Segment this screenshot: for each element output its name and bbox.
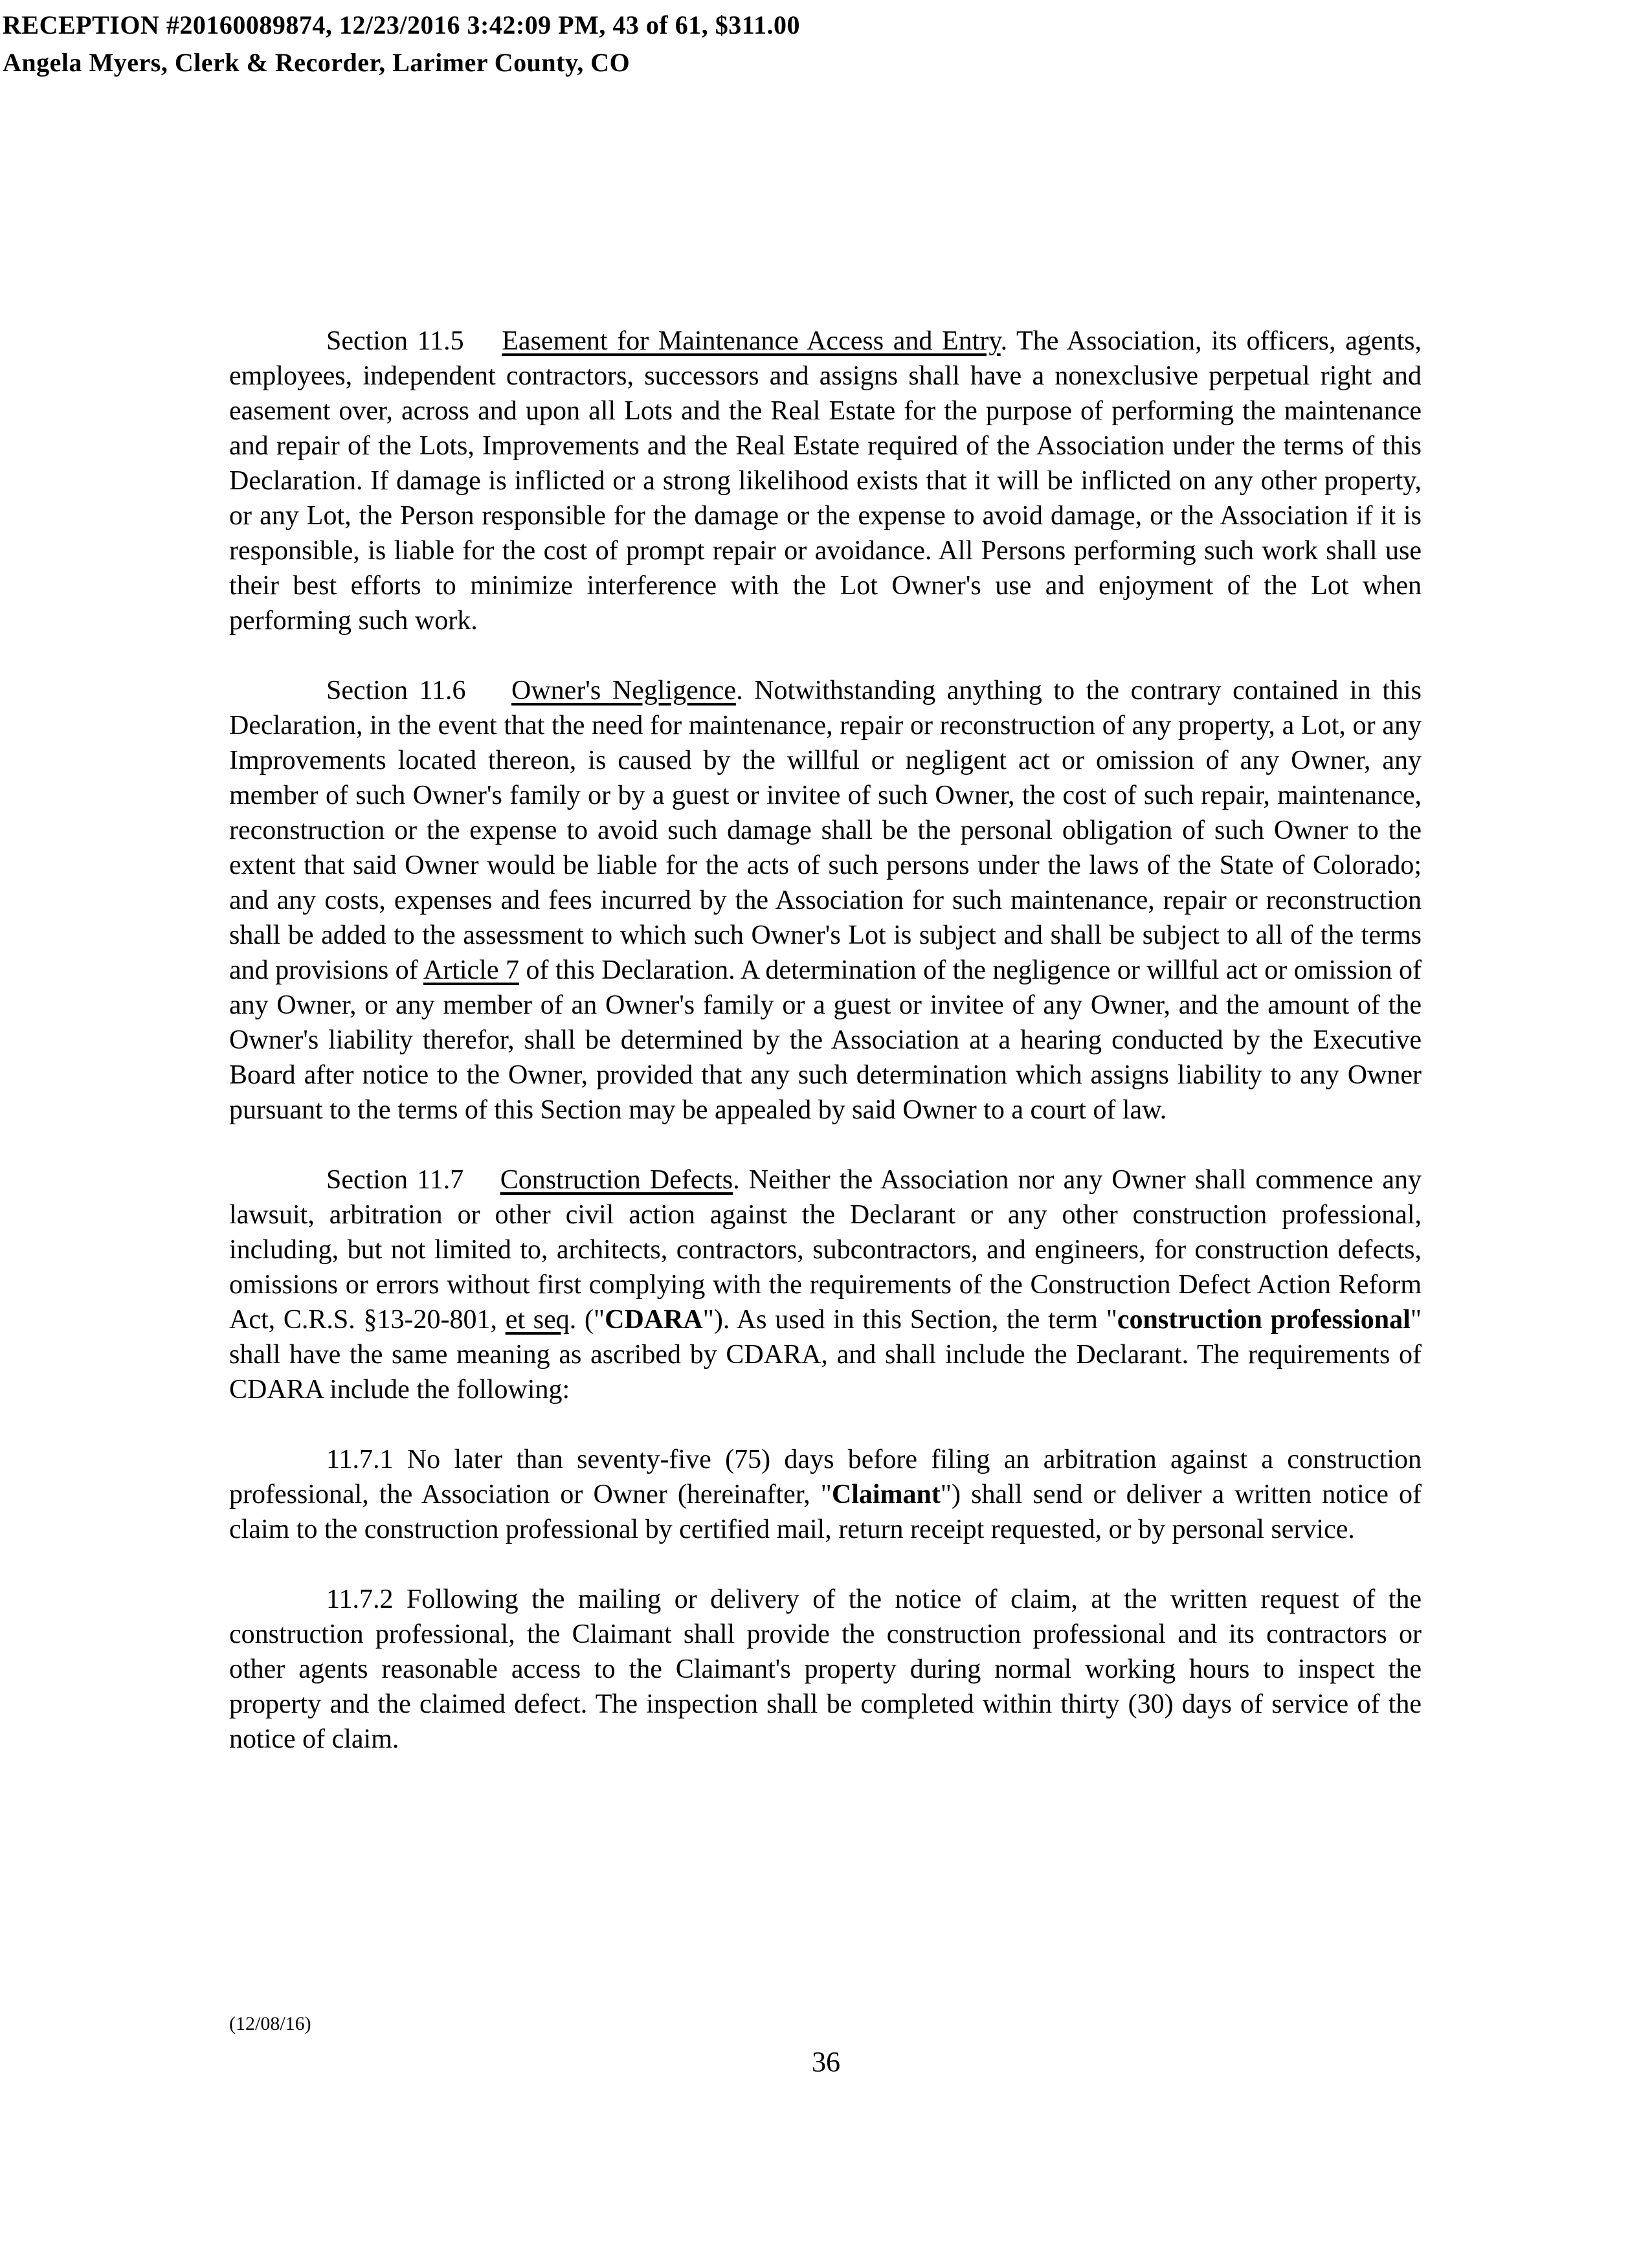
section-body: . Neither the Association nor any Owner shall commence any lawsuit, arbitration or other civil action against the Declarant or any other construction professional, including, but not limited to, architects, contractors, subcontractors, and engineers, for construction defects, omissions or errors without first complying with the requirements of the Construction Defect Action Reform Act, C.R.S. §13-20-801, bbox=[229, 1165, 1422, 1335]
section-number: Section 11.6 bbox=[326, 676, 466, 706]
section-body: . Notwithstanding anything to the contrary contained in this Declaration, in the event that the need for maintenance, repair or reconstruction of any property, a Lot, or any Improvements located thereon, is caused by the willful or negligent act or omission of any Owner, any member of such Owner's family or by a guest or invitee of such Owner, the cost of such repair, maintenance, reconstruction or the expense to avoid such damage shall be the personal obligation of such Owner to the extent that said Owner would be liable for the acts of such persons under the laws of the State of Colorado; and any costs, expenses and fees incurred by the Association for such maintenance, repair or reconstruction shall be added to the assessment to which such Owner's Lot is subject and shall be subject to all of the terms and provisions of bbox=[229, 676, 1422, 985]
section-title: Easement for Maintenance Access and Entry bbox=[502, 326, 1001, 356]
section-11-5 bbox=[229, 324, 1422, 638]
section-title: Owner's Negligence bbox=[511, 676, 737, 706]
claimant-term: Claimant bbox=[831, 1480, 941, 1509]
section-body-cont: . (" bbox=[569, 1305, 605, 1335]
section-number: Section 11.5 bbox=[326, 326, 464, 356]
section-number: Section 11.7 bbox=[326, 1165, 464, 1195]
clerk-line: Angela Myers, Clerk & Recorder, Larimer County, CO bbox=[3, 48, 631, 77]
reception-line: RECEPTION #20160089874, 12/23/2016 3:42:09 PM, 43 of 61, $311.00 bbox=[3, 10, 800, 39]
subsection-text-cont: ") shall send or deliver a written notice of claim to the construction professional by certified mail, return receipt requested, or by personal service. bbox=[229, 1480, 1422, 1544]
section-body-cont: " shall have the same meaning as ascribed by CDARA, and shall include the Declarant. The requirements of CDARA include the following: bbox=[229, 1305, 1422, 1405]
page-number: 36 bbox=[812, 2046, 840, 2078]
article-7-reference: Article 7 bbox=[423, 955, 519, 985]
et-seq: et seq bbox=[505, 1305, 570, 1335]
subsection-text: 11.7.2 Following the mailing or delivery of the notice of claim, at the written request of the construction professional, the Claimant shall provide the construction professional and its contractors or other agents reasonable access to the Claimant's property during normal working hours to inspect the property and the claimed defect. The inspection shall be completed within thirty (30) days of service of the notice of claim. bbox=[229, 1584, 1422, 1754]
section-body: . The Association, its officers, agents, employees, independent contractors, successors and assigns shall have a nonexclusive perpetual right and easement over, across and upon all Lots and the Real Estate for the purpose of performing the maintenance and repair of the Lots, Improvements and the Real Estate required of the Association under the terms of this Declaration. If damage is inflicted or a strong likelihood exists that it will be inflicted on any other property, or any Lot, the Person responsible for the damage or the expense to avoid damage, or the Association if it is responsible, is liable for the cost of prompt repair or avoidance. All Persons performing such work shall use their best efforts to minimize interference with the Lot Owner's use and enjoyment of the Lot when performing such work. bbox=[229, 326, 1422, 636]
revision-date: (12/08/16) bbox=[229, 2013, 311, 2034]
recording-stamp bbox=[3, 6, 800, 82]
cdara-term: CDARA bbox=[605, 1305, 703, 1335]
subsection-11-7-2 bbox=[229, 1582, 1422, 1757]
document-body bbox=[229, 324, 1422, 1792]
subsection-11-7-1 bbox=[229, 1442, 1422, 1547]
subsection-text: 11.7.1 No later than seventy-five (75) days before filing an arbitration against a construction professional, the Association or Owner (hereinafter, " bbox=[229, 1445, 1422, 1509]
section-body-cont: of this Declaration. A determination of the negligence or willful act or omission of any Owner, or any member of an Owner's family or a guest or invitee of any Owner, and the amount of the Owner's liability therefor, shall be determined by the Association at a hearing conducted by the Executive Board after notice to the Owner, provided that any such determination which assigns liability to any Owner pursuant to the terms of this Section may be appealed by said Owner to a court of law. bbox=[229, 955, 1422, 1125]
section-body-cont: "). As used in this Section, the term " bbox=[702, 1305, 1117, 1335]
section-11-6 bbox=[229, 673, 1422, 1128]
section-11-7 bbox=[229, 1162, 1422, 1407]
construction-professional-term: construction professional bbox=[1117, 1305, 1411, 1335]
section-title: Construction Defects bbox=[500, 1165, 733, 1195]
